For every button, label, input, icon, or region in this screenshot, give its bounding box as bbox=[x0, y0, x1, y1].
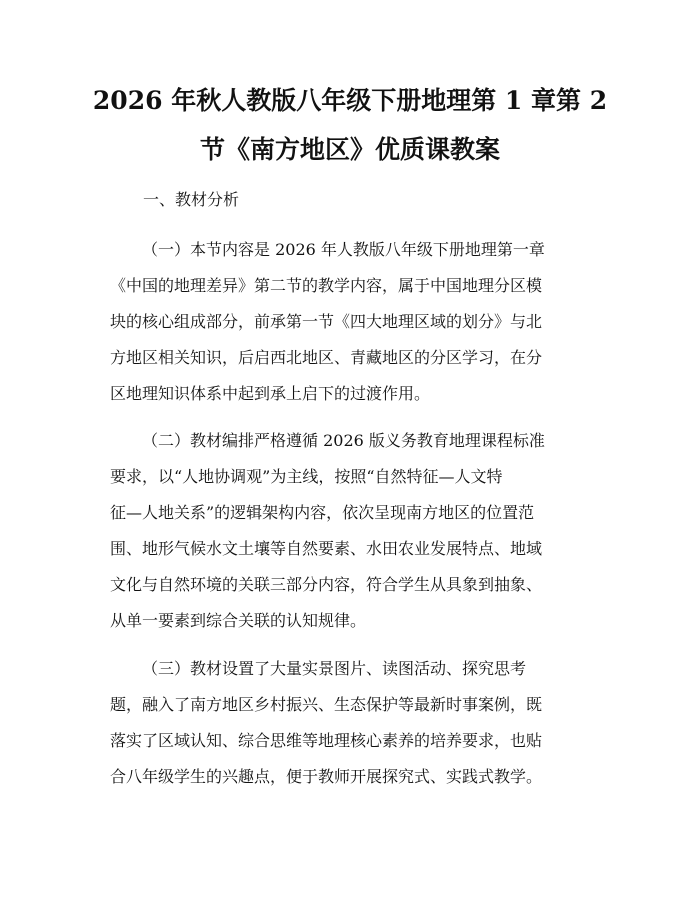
paragraph-3 bbox=[110, 651, 600, 795]
paragraph-1 bbox=[110, 232, 600, 412]
paragraph-line: 围、地形气候水文土壤等自然要素、水田农业发展特点、地域 bbox=[110, 539, 543, 558]
document-title-line-2: 节《南方地区》优质课教案 bbox=[199, 135, 500, 164]
paragraph-line: 块的核心组成部分，前承第一节《四大地理区域的划分》与北 bbox=[110, 312, 543, 331]
paragraph-line: （一）本节内容是 2026 年人教版八年级下册地理第一章 bbox=[142, 240, 545, 259]
paragraph-line: （二）教材编排严格遵循 2026 版义务教育地理课程标准 bbox=[142, 431, 545, 450]
paragraph-line: 要求，以“人地协调观”为主线，按照“自然特征—人文特 bbox=[110, 467, 503, 486]
paragraph-line: 落实了区域认知、综合思维等地理核心素养的培养要求，也贴 bbox=[110, 731, 543, 750]
paragraph-line: 合八年级学生的兴趣点，便于教师开展探究式、实践式教学。 bbox=[110, 767, 543, 786]
paragraph-line: （三）教材设置了大量实景图片、读图活动、探究思考 bbox=[142, 659, 527, 678]
paragraph-line: 文化与自然环境的关联三部分内容，符合学生从具象到抽象、 bbox=[110, 575, 543, 594]
paragraph-line: 《中国的地理差异》第二节的教学内容，属于中国地理分区模 bbox=[110, 276, 543, 295]
section-heading: 一、教材分析 bbox=[143, 190, 240, 209]
paragraph-2 bbox=[110, 423, 600, 639]
paragraph-line: 从单一要素到综合关联的认知规律。 bbox=[110, 611, 367, 630]
paragraph-line: 方地区相关知识，后启西北地区、青藏地区的分区学习，在分 bbox=[110, 348, 543, 367]
paragraph-line: 题，融入了南方地区乡村振兴、生态保护等最新时事案例，既 bbox=[110, 695, 543, 714]
paragraph-line: 征—人地关系”的逻辑架构内容，依次呈现南方地区的位置范 bbox=[110, 503, 535, 522]
paragraph-line: 区地理知识体系中起到承上启下的过渡作用。 bbox=[110, 384, 431, 403]
document-title-line-1: 2026 年秋人教版八年级下册地理第 1 章第 2 bbox=[92, 86, 608, 115]
